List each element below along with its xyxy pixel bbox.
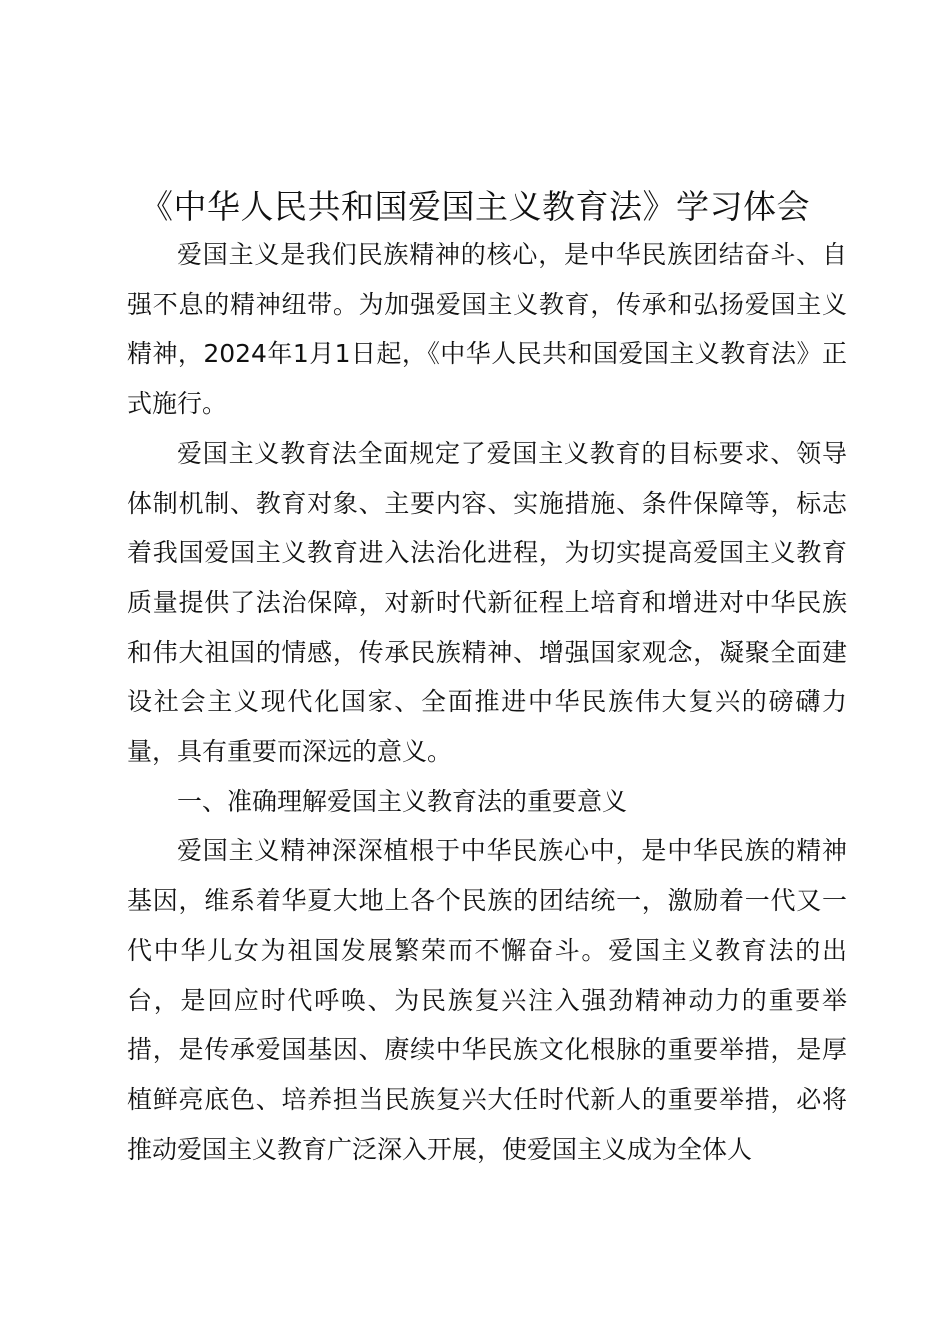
document-title: 《中华人民共和国爱国主义教育法》学习体会	[140, 187, 810, 226]
section-heading-1: 一、准确理解爱国主义教育法的重要意义	[177, 786, 628, 816]
paragraph-intro: 爱国主义是我们民族精神的核心，是中华民族团结奋斗、自强不息的精神纽带。为加强爱国主义教育，传承和弘扬爱国主义精神，2024年1月1日起，《中华人民共和国爱国主义教育法》正式施行。	[127, 240, 847, 419]
paragraph-section-1: 爱国主义精神深深植根于中华民族心中，是中华民族的精神基因，维系着华夏大地上各个民族的团结统一，激励着一代又一代中华儿女为祖国发展繁荣而不懈奋斗。爱国主义教育法的出台，是回应时代呼唤、为民族复兴注入强劲精神动力的重要举措，是传承爱国基因、赓续中华民族文化根脉的重要举措，是厚植鲜亮底色、培养担当民族复兴大任时代新人的重要举措，必将推动爱国主义教育广泛深入开展，使爱国主义成为全体人	[127, 836, 847, 1164]
paragraph-overview: 爱国主义教育法全面规定了爱国主义教育的目标要求、领导体制机制、教育对象、主要内容、实施措施、条件保障等，标志着我国爱国主义教育进入法治化进程，为切实提高爱国主义教育质量提供了法治保障，对新时代新征程上培育和增进对中华民族和伟大祖国的情感，传承民族精神、增强国家观念，凝聚全面建设社会主义现代化国家、全面推进中华民族伟大复兴的磅礴力量，具有重要而深远的意义。	[127, 438, 847, 767]
document-body	[127, 230, 847, 1174]
